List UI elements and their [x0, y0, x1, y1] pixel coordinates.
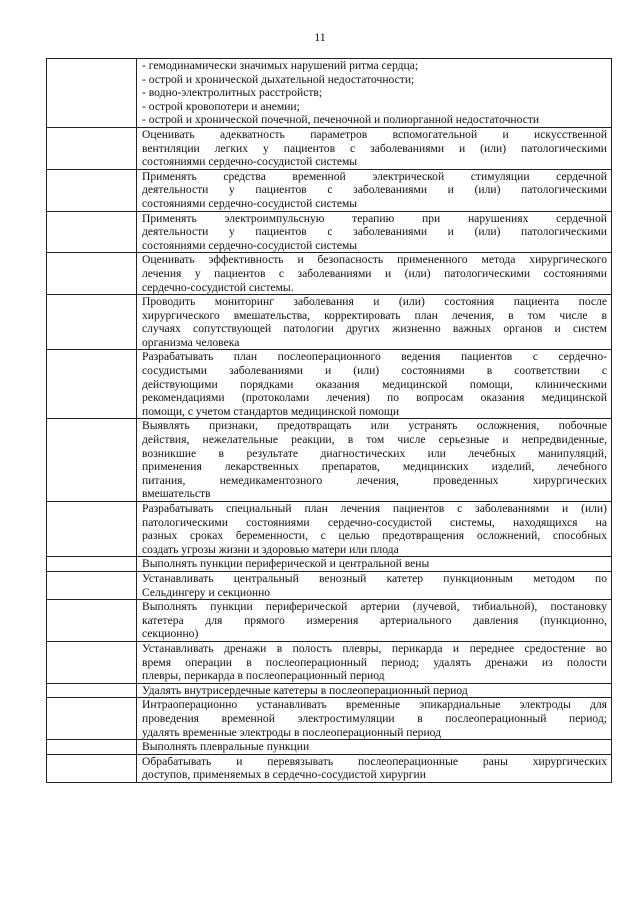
- table-row: [47, 211, 612, 253]
- empty-cell: [47, 127, 137, 169]
- table-cell-text: [137, 419, 612, 502]
- table-row: [47, 557, 612, 572]
- table-row: [47, 698, 612, 740]
- table-cell-text: [137, 641, 612, 683]
- text-line: Выполнять плевральные пункции: [142, 740, 310, 754]
- list-item: - водно-электролитных расстройств;: [142, 86, 323, 100]
- table-cell-text: [137, 127, 612, 169]
- text-line: сердечно-сосудистой системы.: [142, 280, 294, 294]
- table-row: [47, 754, 612, 782]
- text-line: применения лекарственных препаратов, медицинских изделий, лечебного: [142, 460, 607, 474]
- text-line: деятельности у пациентов с заболеваниями и (или) патологическими: [142, 183, 607, 197]
- text-line: Применять электроимпульсную терапию при нарушениях сердечной: [142, 211, 607, 225]
- text-line: Применять средства временной электрической стимуляции сердечной: [142, 169, 607, 183]
- table-cell-text: [137, 253, 612, 295]
- list-item: - острой и хронической почечной, печеночной и полиорганной недостаточности: [142, 113, 540, 127]
- table-cell-text: [137, 683, 612, 698]
- list-item: - острой кровопотери и анемии;: [142, 99, 300, 113]
- text-line: проведения временной электростимуляции в послеоперационный период;: [142, 711, 607, 725]
- table-row: [47, 350, 612, 419]
- text-line: питания, немедикаментозного лечения, проведенных хирургических: [142, 473, 607, 487]
- text-line: состояниями сердечно-сосудистой системы: [142, 196, 358, 210]
- list-item: - гемодинамически значимых нарушений ритма сердца;: [142, 59, 419, 72]
- text-line: лечения у пациентов с заболеваниями и (или) патологическими состояниями: [142, 266, 607, 280]
- table-cell-text: [137, 571, 612, 599]
- text-line: Выполнять пункции периферической и центральной вены: [142, 557, 430, 571]
- text-line: действующими порядками оказания медицинской помощи, клиническими: [142, 377, 607, 391]
- text-line: удалять временные электроды в послеоперационный период: [142, 725, 442, 739]
- text-line: Разрабатывать план послеоперационного ведения пациентов с сердечно-: [142, 350, 607, 364]
- table-cell-text: [137, 295, 612, 350]
- text-line: Устанавливать центральный венозный катетер пункционным методом по: [142, 571, 607, 585]
- text-line: Обрабатывать и перевязывать послеоперационные раны хирургических: [142, 754, 607, 768]
- text-line: действия, нежелательные реакции, в том числе серьезные и непредвиденные,: [142, 433, 607, 447]
- bullet-list-cell: [137, 59, 612, 128]
- text-line: Устанавливать дренажи в полость плевры, перикарда и переднее средостение во: [142, 641, 607, 655]
- table-cell-text: [137, 557, 612, 572]
- page-number: 11: [314, 30, 326, 44]
- empty-cell: [47, 502, 137, 557]
- table-row: [47, 169, 612, 211]
- competency-table: [46, 58, 612, 783]
- empty-cell: [47, 211, 137, 253]
- text-line: Оценивать адекватность параметров вспомогательной и искусственной: [142, 127, 607, 141]
- table-row: [47, 683, 612, 698]
- text-line: Разрабатывать специальный план лечения пациентов с заболеваниями и (или): [142, 502, 607, 515]
- text-line: Сельдингеру и секционно: [142, 585, 271, 599]
- empty-cell: [47, 169, 137, 211]
- text-line: помощи, с учетом стандартов медицинской помощи: [142, 404, 400, 418]
- text-line: катетера для прямого измерения артериального давления (пункционно,: [142, 613, 607, 627]
- text-line: возникшие в результате диагностических или лечебных манипуляций,: [142, 446, 607, 460]
- empty-cell: [47, 740, 137, 755]
- text-line: Удалять внутрисердечные катетеры в послеоперационный период: [142, 683, 468, 697]
- table-row-bullets: [47, 59, 612, 128]
- table-cell-text: [137, 740, 612, 755]
- text-line: хирургического вмешательства, корректировать план лечения, в том числе в: [142, 308, 607, 322]
- list-item: - острой и хронической дыхательной недостаточности;: [142, 72, 415, 86]
- empty-cell: [47, 295, 137, 350]
- text-line: состояниями сердечно-сосудистой системы: [142, 238, 358, 252]
- table-row: [47, 600, 612, 642]
- table-row: [47, 127, 612, 169]
- table-row: [47, 641, 612, 683]
- text-line: доступов, применяемых в сердечно-сосудистой хирургии: [142, 768, 426, 782]
- text-line: секционно): [142, 627, 199, 641]
- table-cell-text: [137, 169, 612, 211]
- table-cell-text: [137, 211, 612, 253]
- empty-cell: [47, 557, 137, 572]
- empty-cell: [47, 59, 137, 128]
- text-line: вмешательств: [142, 487, 211, 501]
- empty-cell: [47, 571, 137, 599]
- table-cell-text: [137, 754, 612, 782]
- table-row: [47, 253, 612, 295]
- text-line: Выявлять признаки, предотвращать или устранять осложнения, побочные: [142, 419, 607, 433]
- table-cell-text: [137, 502, 612, 557]
- text-line: сосудистыми заболеваниями и (или) состояниями в соответствии с: [142, 364, 607, 378]
- table-row: [47, 571, 612, 599]
- text-line: состояниями сердечно-сосудистой системы: [142, 155, 358, 169]
- empty-cell: [47, 253, 137, 295]
- text-line: Выполнять пункции периферической артерии (лучевой, тибиальной), постановку: [142, 600, 607, 614]
- table-cell-text: [137, 350, 612, 419]
- text-line: разных сроках беременности, с целью предотвращения осложнений, способных: [142, 529, 607, 543]
- empty-cell: [47, 641, 137, 683]
- text-line: Оценивать эффективность и безопасность примененного метода хирургического: [142, 253, 607, 267]
- empty-cell: [47, 600, 137, 642]
- table-cell-text: [137, 698, 612, 740]
- text-line: создать угрозы жизни и здоровью матери или плода: [142, 542, 399, 556]
- table-row: [47, 295, 612, 350]
- table-cell-text: [137, 600, 612, 642]
- table-row: [47, 740, 612, 755]
- text-line: рекомендациями (протоколами лечения) по вопросам оказания медицинской: [142, 391, 607, 405]
- text-line: Интраоперационно устанавливать временные эпикардиальные электроды для: [142, 698, 607, 712]
- empty-cell: [47, 754, 137, 782]
- text-line: организма человека: [142, 335, 240, 349]
- text-line: вентиляции легких у пациентов с заболеваниями и (или) патологическими: [142, 141, 607, 155]
- empty-cell: [47, 350, 137, 419]
- text-line: патологическими состояниями сердечно-сосудистой системы, находящихся на: [142, 515, 607, 529]
- text-line: Проводить мониторинг заболевания и (или) состояния пациента после: [142, 295, 607, 309]
- text-line: деятельности у пациентов с заболеваниями и (или) патологическими: [142, 225, 607, 239]
- table-row: [47, 419, 612, 502]
- text-line: случаях сопутствующей патологии других жизненно важных органов и систем: [142, 322, 607, 336]
- empty-cell: [47, 698, 137, 740]
- empty-cell: [47, 683, 137, 698]
- text-line: плевры, перикарда в послеоперационный период: [142, 669, 385, 683]
- table-row: [47, 502, 612, 557]
- text-line: время операции в послеоперационный период; удалять дренажи из полости: [142, 655, 607, 669]
- empty-cell: [47, 419, 137, 502]
